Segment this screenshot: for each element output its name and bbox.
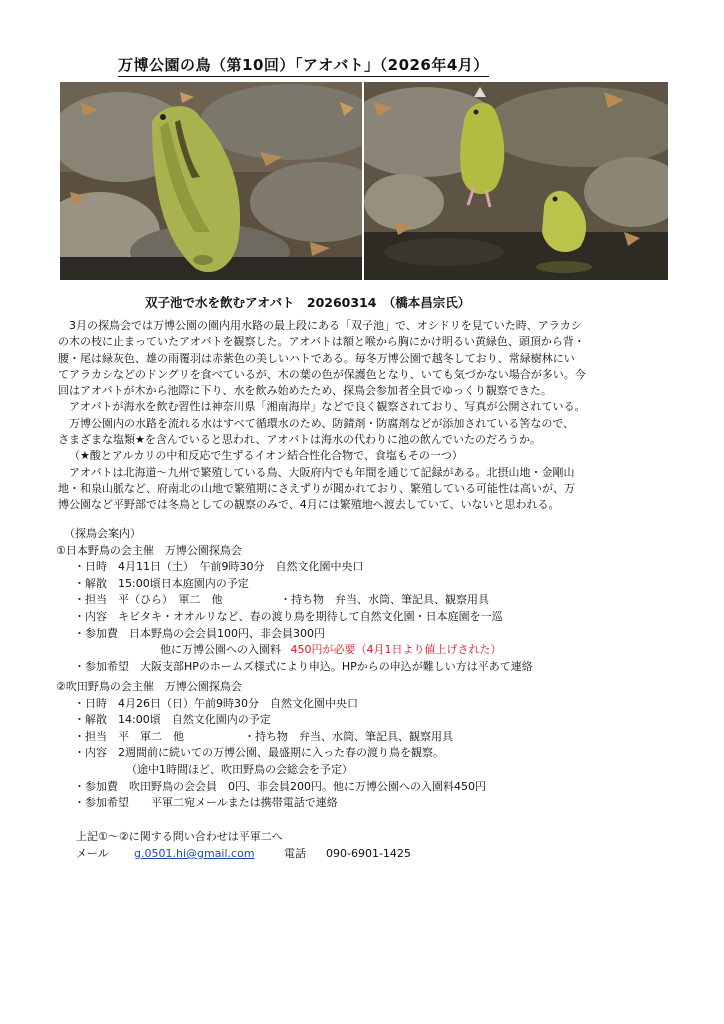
event1-items: ・持ち物 弁当、水筒、筆記具、観察用具 bbox=[280, 593, 489, 607]
article-line: 回はアオバトが木から池際に下り、水を飲み始めたため、探鳥会参加者全員でゆっくり観察できた。 bbox=[58, 384, 552, 398]
article-line: 万博公園内の水路を流れる水はすべて循環水のため、防錆剤・防腐剤などが添加されている筈なので、 bbox=[69, 416, 575, 430]
article-line: 博公園など平野部では冬鳥としての観察のみで、4月には繁殖地へ渡去していて、いないと思われる。 bbox=[58, 498, 560, 512]
event1-fee-extra: 他に万博公園への入園料 bbox=[160, 643, 281, 657]
contact-line: 上記①～②に関する問い合わせは平軍二へ bbox=[76, 830, 283, 843]
article-line: 3月の探鳥会では万博公園の園内用水路の最上段にある「双子池」で、オシドリを見ていた時、アラカシ bbox=[69, 319, 582, 332]
pigeon-photo-left bbox=[60, 82, 362, 280]
article-line: 腰・尾は緑灰色、雄の雨覆羽は赤紫色の美しいハトである。毎冬万博公園で越冬しており、常緑樹林にい bbox=[58, 351, 575, 365]
event1-content: ・内容 キビタキ・オオルリなど、春の渡り鳥を期待して自然文化園・日本庭園を一巡 bbox=[74, 609, 503, 623]
event2-heading: ②吹田野鳥の会主催 万博公園探鳥会 bbox=[56, 680, 242, 693]
event2-apply: ・参加希望 平軍二宛メールまたは携帯電話で連絡 bbox=[74, 796, 338, 810]
page-title: 万博公園の鳥（第10回）「アオバト」（2026年4月） bbox=[118, 54, 489, 77]
article-line: さまざまな塩類★を含んでいると思われ、アオバトは海水の代わりに池の飲んでいたのだろうか。 bbox=[58, 433, 541, 447]
event2-leader-row bbox=[64, 729, 684, 746]
event2-dismiss: ・解散 14:00頃 自然文化園内の予定 bbox=[74, 713, 271, 727]
contact-block bbox=[76, 828, 411, 862]
event2-fee: ・参加費 吹田野鳥の会会員 0円、非会員200円。他に万博公園への入園料450円 bbox=[74, 779, 486, 793]
event2-items: ・持ち物 弁当、水筒、筆記具、観察用具 bbox=[244, 729, 453, 743]
event2-content-note: （途中1時間ほど、吹田野鳥の会総会を予定） bbox=[126, 762, 353, 776]
article-line: アオバトは北海道～九州で繁殖している鳥、大阪府内でも年間を通じて記録がある。北摂山地・金剛山 bbox=[69, 465, 575, 479]
article-body bbox=[58, 318, 678, 514]
article-line: てアラカシなどのドングリを食べているが、木の葉の色が保護色となり、いても気づかない場合が多い。今 bbox=[58, 367, 586, 381]
pigeon-photo-right bbox=[364, 82, 668, 280]
phone-label: 電話 bbox=[284, 847, 306, 860]
photo-caption: 双子池で水を飲むアオバト 20260314 （橋本昌宗氏） bbox=[145, 295, 471, 310]
guide-heading: （探鳥会案内） bbox=[64, 527, 141, 540]
event1-leader-row bbox=[64, 592, 684, 609]
mail-label: メール bbox=[76, 847, 109, 860]
event-guide bbox=[56, 526, 684, 675]
article-line: （★酸とアルカリの中和反応で生ずるイオン結合性化合物で、食塩もその一つ） bbox=[69, 449, 463, 463]
contact-details bbox=[76, 845, 411, 862]
event1-leader: ・担当 平（ひら） 軍二 他 bbox=[74, 593, 223, 607]
article-line: の木の枝に止まっていたアオバトを観察した。アオバトは額と喉から胸にかけ明るい黄緑色、頭頂から背・ bbox=[58, 335, 585, 349]
event2-date: ・日時 4月26日（日）午前9時30分 自然文化園中央口 bbox=[74, 696, 358, 710]
event1-dismiss: ・解散 15:00頃日本庭園内の予定 bbox=[74, 576, 249, 590]
article-line: 地・和泉山脈など、府南北の山地で繁殖期にさえずりが聞かれており、繁殖している可能性は高いが、万 bbox=[58, 481, 575, 495]
email-link[interactable]: g.0501.hi@gmail.com bbox=[134, 847, 255, 860]
event1-fee-extra-row bbox=[64, 642, 684, 659]
article-line: アオバトが海水を飲む習性は神奈川県「湘南海岸」などで良く観察されており、写真が公開されている。 bbox=[69, 400, 586, 414]
event1-fee-red: 450円が必要（4月1日より値上げされた） bbox=[290, 643, 502, 657]
event2-guide bbox=[56, 679, 684, 812]
event2-content: ・内容 2週間前に続いての万博公園、最盛期に入った春の渡り鳥を観察。 bbox=[74, 746, 444, 760]
phone-number: 090-6901-1425 bbox=[326, 847, 411, 860]
event1-fee: ・参加費 日本野鳥の会会員100円、非会員300円 bbox=[74, 626, 325, 640]
event2-leader: ・担当 平 軍二 他 bbox=[74, 729, 184, 743]
event1-date: ・日時 4月11日（土） 午前9時30分 自然文化園中央口 bbox=[74, 560, 364, 574]
event1-heading: ①日本野鳥の会主催 万博公園探鳥会 bbox=[56, 543, 242, 557]
event1-apply: ・参加希望 大阪支部HPのホームズ様式により申込。HPからの申込が難しい方は平あて連絡 bbox=[74, 659, 533, 673]
